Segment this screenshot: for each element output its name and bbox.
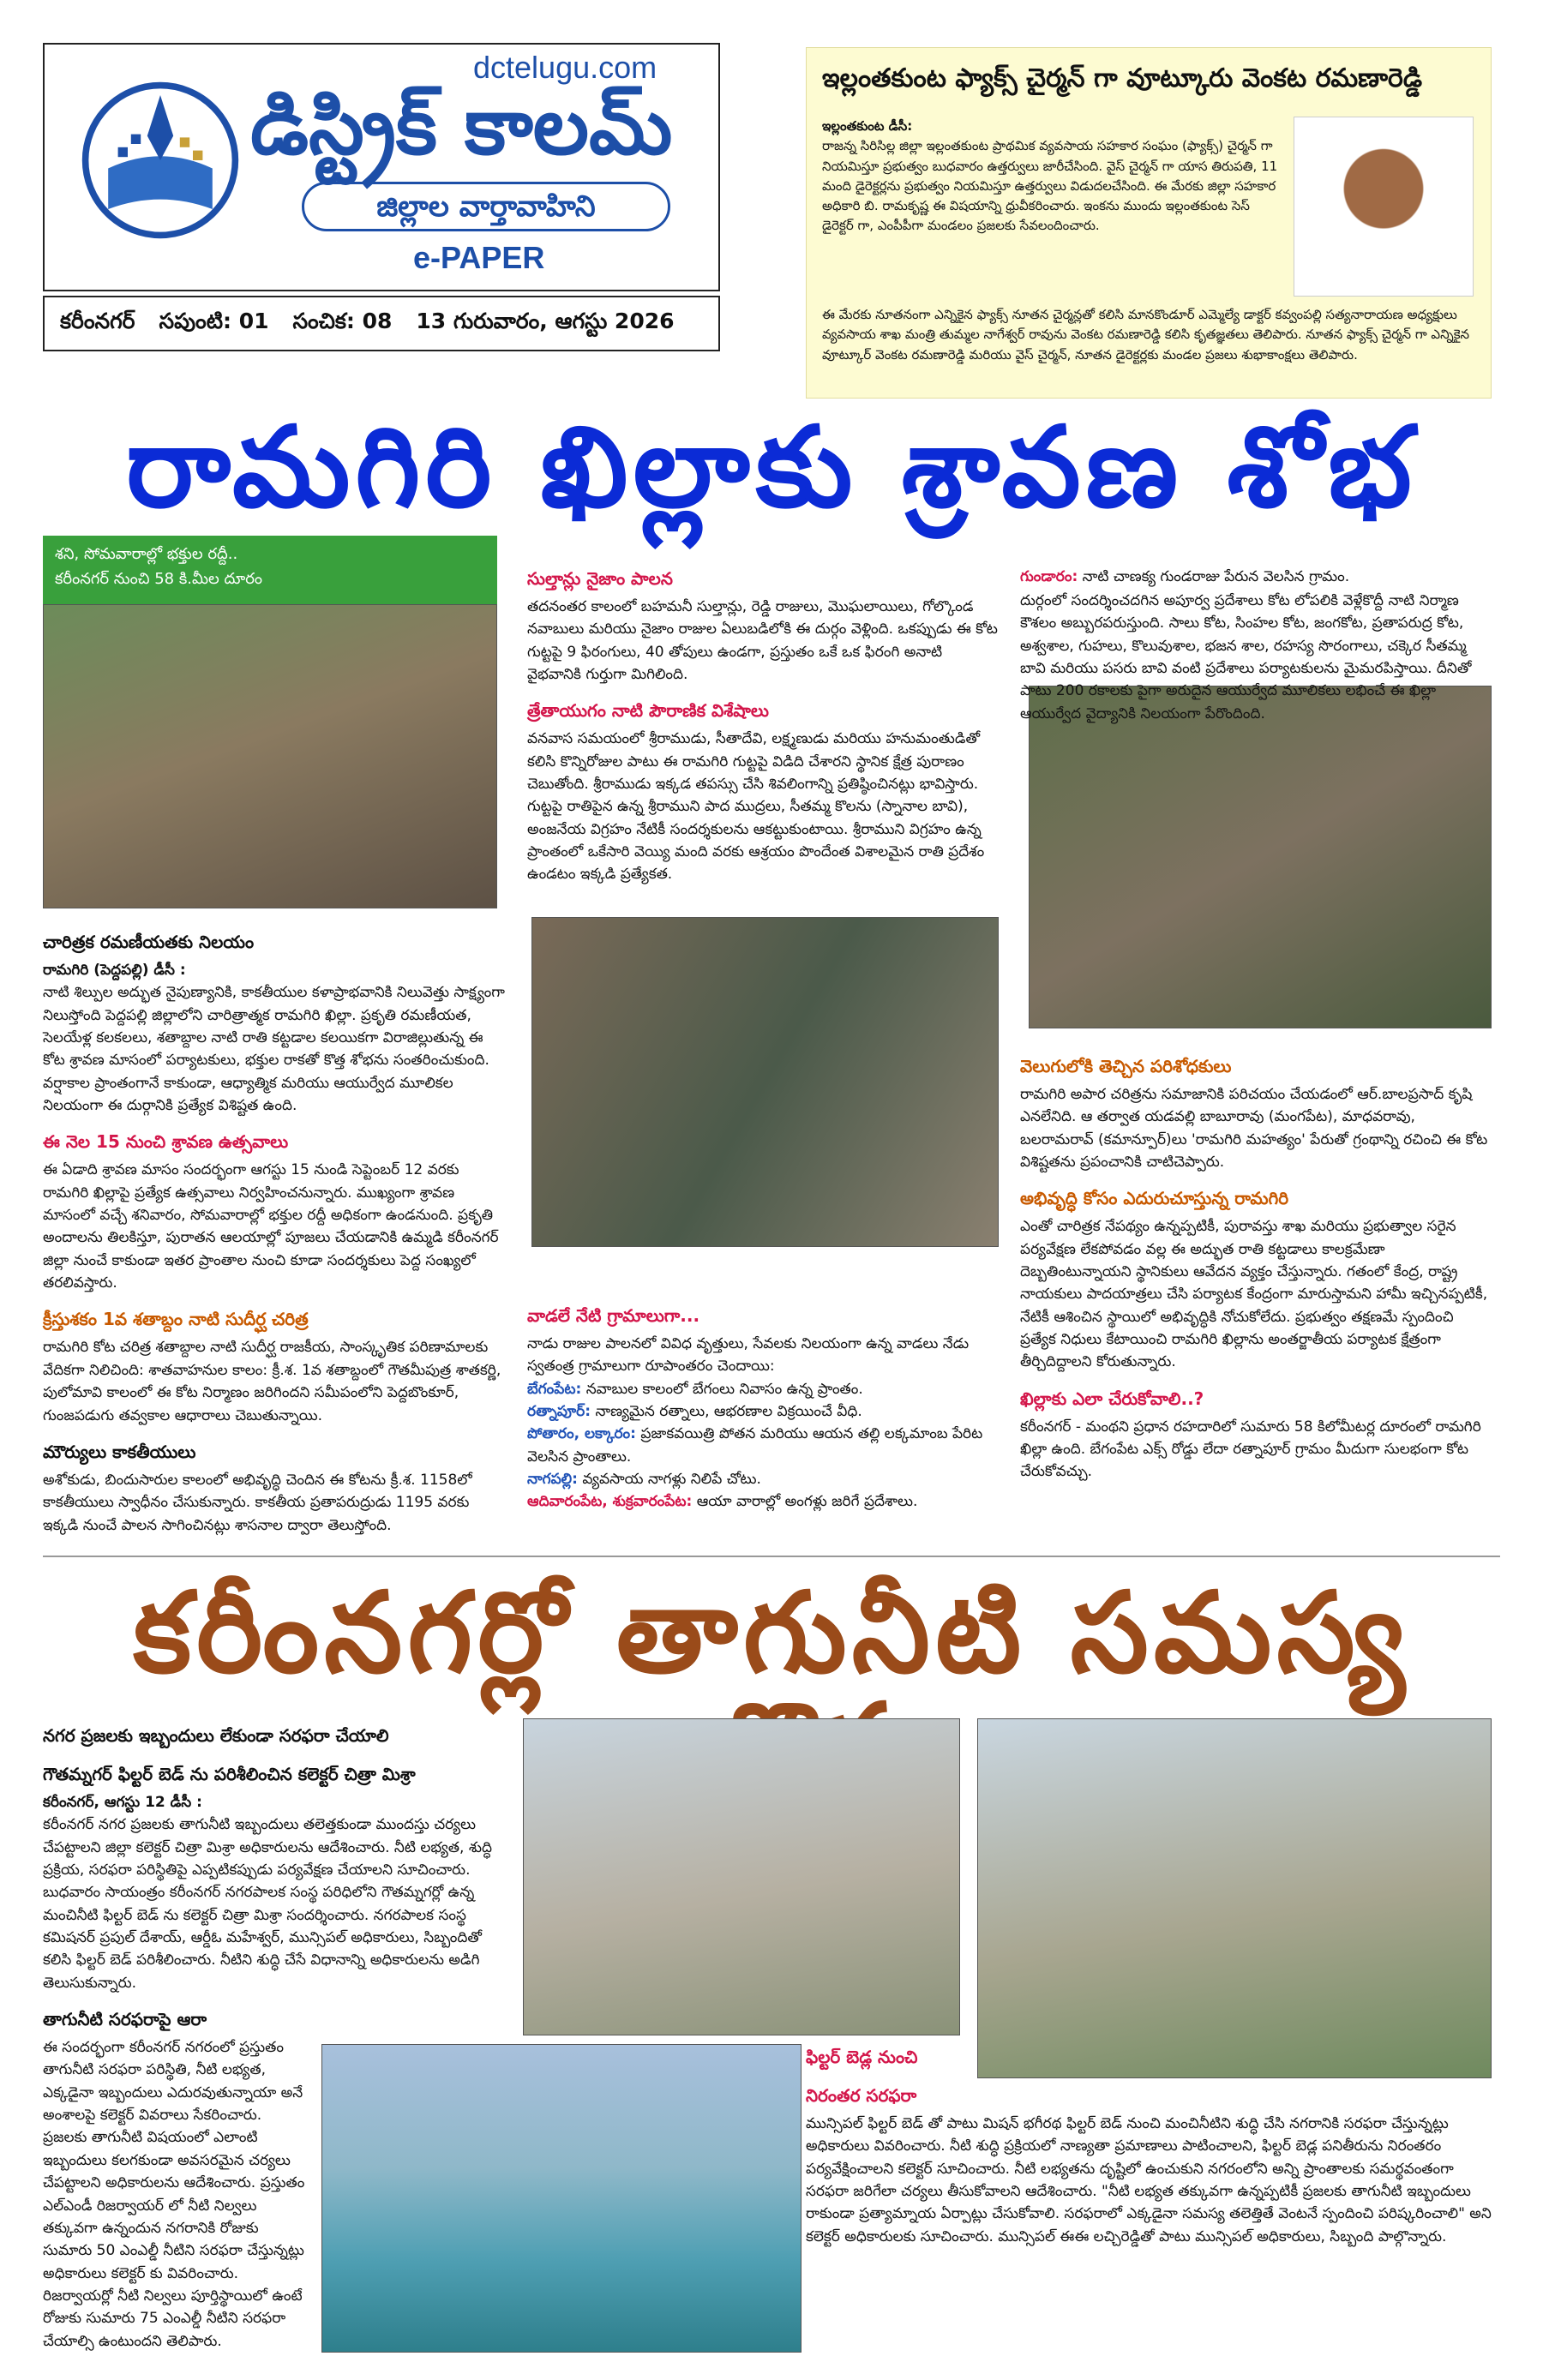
paragraph: నాటి శిల్పుల అద్భుత నైపుణ్యానికి, కాకతీయుల కళాప్రాభవానికి నిలువెత్తు సాక్ష్యంగా నిలుస్తోంది పెద్దపల్లి జిల్లాలోని చారిత్రాత్మక రామగిరి ఖిల్లా. ప్రకృతి రమణీయత, సెలయేళ్ల కలకలలు, శతాబ్దాల నాటి రాతి కట్టడాల కలయికగా విరాజిల్లుతున్న ఈ కోట శ్రావణ మాసంలో పర్యాటకులు, భక్తుల రాకతో కొత్త శోభను సంతరించుకుంది. వర్షాకాల ప్రాంతంగానే కాకుండా, ఆధ్యాత్మిక మరియు ఆయుర్వేద మూలికల నిలయంగా ఈ దుర్గానికి ప్రత్యేక విశిష్టత ఉంది.	[43, 984, 505, 1115]
paragraph: రామగిరి అపార చరిత్రను సమాజానికి పరిచయం చేయడంలో ఆర్.బాలప్రసాద్ కృషి ఎనలేనిది. ఆ తర్వాత యడవల్లి బాబూరావు (మంగపేట), మాధవరావు, బలరామరావ్ (కమాన్పూర్)లు 'రామగిరి మహత్యం' పేరుతో గ్రంథాన్ని రచించి ఈ కోట విశిష్టతను ప్రపంచానికి చాటిచెప్పారు.	[1020, 1086, 1488, 1172]
side-story-box	[806, 47, 1492, 399]
cannon-photo	[531, 917, 999, 1247]
village-desc: ఆయా వారాల్లో అంగళ్లు జరిగే ప్రదేశాలు.	[696, 1493, 918, 1511]
paragraph: మున్సిపల్ ఫిల్టర్ బెడ్ తో పాటు మిషన్ భగీరథ ఫిల్టర్ బెడ్ నుంచి మంచినీటిని శుద్ధి చేసి నగరానికి సరఫరా చేస్తున్నట్లు అధికారులు వివరించారు. నీటి శుద్ధి ప్రక్రియలో నాణ్యతా ప్రమాణాలు పాటించాలని, ఫిల్టర్ బెడ్ల పనితీరును నిరంతరం పర్యవేక్షించాలని కలెక్టర్ సూచించారు. నీటి లభ్యతను దృష్టిలో ఉంచుకుని నగరంలోని అన్ని ప్రాంతాలకు సమర్థవంతంగా సరఫరా జరిగేలా చర్యలు తీసుకోవాలని ఆదేశించారు. "నీటి లభ్యత తక్కువగా ఉన్నప్పటికీ ప్రజలకు తాగునీటి ఇబ్బందులు రాకుండా ప్రత్యామ్నాయ ఏర్పాట్లు చేసుకోవాలి. సరఫరాలో ఎక్కడైనా సమస్య తలెత్తితే వెంటనే స్పందించి పరిష్కరించాలి" అని కలెక్టర్ అధికారులకు సూచించారు. మున్సిపల్ ఈఈ లచ్చిరెడ్డితో పాటు మున్సిపల్ అధికారులు, సిబ్బంది పాల్గొన్నారు.	[806, 2115, 1492, 2245]
collector-inspection-photo-2	[977, 1718, 1492, 2078]
second-headline: కరీంనగర్లో తాగునీటి సమస్య	[133, 1568, 1410, 1698]
subheading: ఖిల్లాకు ఎలా చేరుకోవాలి..?	[1020, 1388, 1204, 1409]
story1-column-3-top	[1020, 566, 1492, 588]
story1-column-1	[43, 917, 506, 1537]
village-desc: నవాబుల కాలంలో బేగంలు నివాసం ఉన్న ప్రాంతం.	[585, 1380, 863, 1398]
paragraph: వనవాస సమయంలో శ్రీరాముడు, సీతాదేవి, లక్ష్మణుడు మరియు హనుమంతుడితో కలిసి కొన్నిరోజుల పాటు ఈ రామగిరి గుట్టపై విడిది చేశారని స్థానిక క్షేత్ర పురాణం చెబుతోంది. శ్రీరాముడు ఇక్కడ తపస్సు చేసి శివలింగాన్ని ప్రతిష్ఠించినట్లు భావిస్తారు. గుట్టపై రాతిపైన ఉన్న శ్రీరాముని పాద ముద్రలు, సీతమ్మ కొలను (స్నానాల బావి), అంజనేయ విగ్రహం నేటికీ సందర్శకులను ఆకట్టుకుంటాయి. శ్రీరాముని విగ్రహం ఉన్న ప్రాంతంలో ఒకేసారి వెయ్యి మంది వరకు ఆశ్రయం పొందేంత విశాలమైన రాతి ప్రదేశం ఉండటం ఇక్కడి ప్రత్యేకత.	[527, 730, 985, 884]
story1-column-3-intro	[1020, 590, 1492, 722]
village-desc: వ్యవసాయ నాగళ్లు నిలిపే చోటు.	[582, 1471, 761, 1489]
subheading: మౌర్యులు కాకతీయులు	[43, 1441, 196, 1462]
village-name: నాగపల్లి:	[527, 1471, 578, 1489]
edition-place: కరీంనగర్	[60, 308, 135, 333]
subheading: ఫిల్టర్ బెడ్ల నుంచి	[806, 2047, 918, 2067]
edition-volume: సపుంటి: 01	[159, 308, 269, 333]
side-story-text-2: ఈ మేరకు నూతనంగా ఎన్నికైన ఫ్యాక్స్ నూతన చైర్మన్లతో కలిసి మానకొండూర్ ఎమ్మెల్యే డాక్టర్ కవ్వంపల్లి సత్యనారాయణ అధ్యక్షులు వ్యవసాయ శాఖ మంత్రి తుమ్మల నాగేశ్వర్ రావును వెంకట రమణారెడ్డి కలిసి కృతజ్ఞతలు తెలిపారు. నూతన ఫ్యాక్స్ చైర్మన్ గా ఎన్నికైన వూట్కూర్ వెంకట రమణారెడ్డి మరియు వైస్ చైర్మన్, నూతన డైరెక్టర్లకు మండల ప్రజలు శుభాకాంక్షలు తెలిపారు.	[822, 307, 1470, 363]
section-divider	[43, 1556, 1500, 1557]
edition-info-bar	[43, 296, 720, 351]
subheading: చారిత్రక రమణీయతకు నిలయం	[43, 932, 255, 952]
collector-inspection-photo-1	[523, 1718, 960, 2035]
subheading: అభివృద్ధి కోసం ఎదురుచూస్తున్న రామగిరి	[1020, 1188, 1289, 1209]
subheading: గౌతమ్నగర్ ఫిల్టర్ బెడ్ ను పరిశీలించిన కలెక్టర్ చిత్రా మిశ్రా	[43, 1764, 416, 1784]
subheading: త్రేతాయుగం నాటి పౌరాణిక విశేషాలు	[527, 700, 769, 722]
edition-issue: సంచిక: 08	[292, 308, 393, 333]
paragraph: తదనంతర కాలంలో బహమనీ సుల్తాన్లు, రెడ్డి రాజులు, మొఘలాయిలు, గోల్కొండ నవాబులు మరియు నైజాం రాజుల ఏలుబడిలోకి ఈ దుర్గం వెళ్లింది. ఒకప్పుడు ఈ కోట గుట్టపై 9 ఫిరంగులు, 40 తోపులు ఉండగా, ప్రస్తుతం ఒకే ఒక ఫిరంగి అనాటి వైభవానికి గుర్తుగా మిగిలింది.	[527, 598, 998, 684]
main-headline: రామగిరి ఖిల్లాకు శ్రావణ శోభ	[126, 402, 1417, 532]
village-name: గుండారం:	[1020, 568, 1078, 585]
village-name: ఆదివారంపేట, శుక్రవారంపేట:	[527, 1493, 693, 1511]
village-name: పోతారం, లక్కారం:	[527, 1425, 636, 1443]
newspaper-logo-icon	[79, 79, 242, 242]
village-desc: ప్రజాకవయిత్రి పోతన మరియు ఆయన తల్లి లక్కమాంబ పేరిట వెలసిన ప్రాంతాలు.	[527, 1425, 983, 1466]
story2-column-3	[806, 2044, 1492, 2248]
edition-date: 13 గురువారం, ఆగస్టు 2026	[416, 308, 675, 333]
fort-archway-photo	[1029, 686, 1492, 1028]
kicker: నగర ప్రజలకు ఇబ్బందులు లేకుండా సరఫరా చేయాలి	[43, 1725, 389, 1746]
brand-tagline: జిల్లాల వార్తావాహిని	[302, 182, 670, 231]
story1-column-3-bottom	[1020, 1041, 1492, 1484]
subheading: సుల్తాన్లు నైజాం పాలన	[527, 568, 673, 589]
epaper-label: e-PAPER	[413, 240, 545, 275]
subheading: తాగునీటి సరఫరాపై ఆరా	[43, 2009, 207, 2030]
paragraph: ఈ ఏడాది శ్రావణ మాసం సందర్భంగా ఆగస్టు 15 నుండి సెప్టెంబర్ 12 వరకు రామగిరి ఖిల్లాపై ప్రత్యేక ఉత్సవాలు నిర్వహించనున్నారు. ముఖ్యంగా శ్రావణ మాసంలో వచ్చే శనివారం, సోమవారాల్లో భక్తుల రద్దీ అధికంగా ఉండనుంది. ప్రకృతి అందాలను తిలకిస్తూ, పురాతన ఆలయాల్లో పూజలు చేయడానికి ఉమ్మడి కరీంనగర్ జిల్లా నుంచే కాకుండా ఇతర ప్రాంతాల నుంచి కూడా సందర్శకులు పెద్ద సంఖ్యలో తరలివస్తారు.	[43, 1161, 499, 1292]
side-story-title: ఇల్లంతకుంట ఫ్యాక్స్ చైర్మన్ గా వూట్కూరు వెంకట రమణారెడ్డి	[822, 63, 1423, 93]
paragraph: ఈ సందర్భంగా కరీంనగర్ నగరంలో ప్రస్తుతం తాగునీటి సరఫరా పరిస్థితి, నీటి లభ్యత, ఎక్కడైనా ఇబ్బందులు ఎదురవుతున్నాయా అనే అంశాలపై కలెక్టర్ వివరాలు సేకరించారు. ప్రజలకు తాగునీటి విషయంలో ఎలాంటి ఇబ్బందులు కలగకుండా అవసరమైన చర్యలు చేపట్టాలని అధికారులను ఆదేశించారు. ప్రస్తుతం ఎల్ఎండీ రిజర్వాయర్ లో నీటి నిల్వలు తక్కువగా ఉన్నందున నగరానికి రోజుకు సుమారు 50 ఎంఎల్డీ నీటిని సరఫరా చేస్తున్నట్లు అధికారులు కలెక్టర్ కు వివరించారు. రిజర్వాయర్లో నీటి నిల్వలు పూర్తిస్థాయిలో ఉంటే రోజుకు సుమారు 75 ఎంఎల్డీ నీటిని సరఫరా చేయాల్సి ఉంటుందని తెలిపారు.	[43, 2039, 305, 2350]
paragraph: నాటి చాణక్య గుండరాజు పేరున వెలసిన గ్రామం.	[1082, 568, 1350, 585]
fort-tower-photo	[43, 604, 497, 908]
paragraph: రామగిరి కోట చరిత్ర శతాబ్దాల నాటి సుదీర్ఘ రాజకీయ, సాంస్కృతిక పరిణామాలకు వేదికగా నిలిచింది: శాతవాహనుల కాలం: క్రీ.శ. 1వ శతాబ్దంలో గౌతమీపుత్ర శాతకర్ణి, పులోమావి కాలంలో ఈ కోట నిర్మాణం జరిగిందని సమీపంలోని పెద్దబొంకూర్, గుంజపడుగు తవ్వకాల ఆధారాలు చెబుతున్నాయి.	[43, 1339, 501, 1424]
dateline: రామగిరి (పెద్దపల్లి) డీసీ :	[43, 962, 186, 979]
dateline: కరీంనగర్, ఆగస్టు 12 డీసీ :	[43, 1794, 202, 1811]
story-highlight-box	[43, 536, 497, 604]
paragraph: అశోకుడు, బిందుసారుల కాలంలో అభివృద్ధి చెందిన ఈ కోటను క్రీ.శ. 1158లో కాకతీయులు స్వాధీనం చేసుకున్నారు. కాకతీయ ప్రతాపరుద్రుడు 1195 వరకు ఇక్కడి నుంచే పాలన సాగించినట్లు శాసనాల ద్వారా తెలుస్తోంది.	[43, 1471, 472, 1534]
story1-column-2-top	[527, 566, 999, 886]
paragraph: కరీంనగర్ - మంథని ప్రధాన రహదారిలో సుమారు 58 కిలోమీటర్ల దూరంలో రామగిరి ఖిల్లా ఉంది. బేగంపేట ఎక్స్ రోడ్డు లేదా రత్నాపూర్ గ్రామం మీదుగా సులభంగా కోట చేరుకోవచ్చు.	[1020, 1418, 1481, 1481]
subheading: వెలుగులోకి తెచ్చిన పరిశోధకులు	[1020, 1056, 1232, 1076]
paragraph: నాడు రాజుల పాలనలో వివిధ వృత్తులు, సేవలకు నిలయంగా ఉన్న వాడలు నేడు స్వతంత్ర గ్రామాలుగా రూపాంతరం చెందాయి:	[527, 1335, 970, 1376]
subheading: వాడలే నేటి గ్రామాలుగా...	[527, 1305, 700, 1326]
village-name: రత్నాపూర్:	[527, 1403, 591, 1421]
masthead	[43, 43, 720, 291]
paragraph: కరీంనగర్ నగర ప్రజలకు తాగునీటి ఇబ్బందులు తలెత్తకుండా ముందస్తు చర్యలు చేపట్టాలని జిల్లా కలెక్టర్ చిత్రా మిశ్రా అధికారులను ఆదేశించారు. నీటి లభ్యత, శుద్ధి ప్రక్రియ, సరఫరా పరిస్థితిపై ఎప్పటికప్పుడు పర్యవేక్షణ చేయాలని సూచించారు. బుధవారం సాయంత్రం కరీంనగర్ నగరపాలక సంస్థ పరిధిలోని గౌతమ్నగర్లో ఉన్న మంచినీటి ఫిల్టర్ బెడ్ ను కలెక్టర్ చిత్రా మిశ్రా సందర్శించారు. నగరపాలక సంస్థ కమిషనర్ ప్రపుల్ దేశాయ్, ఆర్డీఓ మహేశ్వర్, మున్సిపల్ అధికారులు, సిబ్బందితో కలిసి ఫిల్టర్ బెడ్ పరిశీలించారు. నీటిని శుద్ధి చేసే విధానాన్ని అధికారులను అడిగి తెలుసుకున్నారు.	[43, 1816, 493, 1992]
side-story-text-1: రాజన్న సిరిసిల్ల జిల్లా ఇల్లంతకుంట ప్రాథమిక వ్యవసాయ సహకార సంఘం (ఫ్యాక్స్) చైర్మన్ గా నియమిస్తూ ప్రభుత్వం బుధవారం ఉత్తర్వులు జారీచేసింది. వైస్ చైర్మన్ గా యాస తిరుపతి, 11 మంది డైరెక్టర్లను ప్రభుత్వం నియమిస్తూ ఉత్తర్వులు విడుదలచేసింది. ఈ మేరకు జిల్లా సహకార అధికారి బి. రామకృష్ణ ఈ విషయాన్ని ధ్రువీకరించారు. ఇంకను ముందు ఇల్లంతకుంట సెస్ డైరెక్టర్ గా, ఎంపీపీగా మండలం ప్రజలకు సేవలందించారు.	[822, 138, 1278, 234]
subheading: నిరంతర సరఫరా	[806, 2085, 917, 2106]
side-story-body	[822, 117, 1285, 237]
brand-title: డిస్ట్రిక్ కాలమ్	[250, 81, 673, 172]
paragraph: దుర్గంలో సందర్శించదగిన అపూర్వ ప్రదేశాలు కోట లోపలికి వెళ్లేకొద్దీ నాటి నిర్మాణ కౌశలం అబ్బురపరుస్తుంది. సాలు కోట, సింహల కోట, జంగకోట, ప్రతాపరుద్ర కోట, అశ్వశాల, గుహలు, కొలువుశాల, భజన శాల, రహస్య సొరంగాలు, చక్కెర సీతమ్మ బావి మరియు పసరు బావి వంటి ప్రదేశాలు పర్యాటకులను మైమరపిస్తాయి. దీనితో పాటు 200 రకాలకు పైగా అరుదైన ఆయుర్వేద మూలికలు లభించే ఈ ఖిల్లా ఆయుర్వేద వైద్యానికి నిలయంగా పేరొందింది.	[1020, 592, 1472, 722]
paragraph: ఎంతో చారిత్రక నేపథ్యం ఉన్నప్పటికీ, పురావస్తు శాఖ మరియు ప్రభుత్వాల సరైన పర్యవేక్షణ లేకపోవడం వల్ల ఈ అద్భుత రాతి కట్టడాలు కాలక్రమేణా దెబ్బతింటున్నాయని స్థానికులు ఆవేదన వ్యక్తం చేస్తున్నారు. గతంలో కేంద్ర, రాష్ట్ర నాయకులు పాదయాత్రలు చేసి పర్యాటక కేంద్రంగా మారుస్తామని హామీ ఇచ్చినప్పటికీ, నేటికీ ఆశించిన స్థాయిలో అభివృద్ధికి నోచుకోలేదు. ప్రభుత్వం తక్షణమే స్పందించి ప్రత్యేక నిధులు కేటాయించి రామగిరి ఖిల్లాను అంతర్జాతీయ పర్యాటక క్షేత్రంగా తీర్చిదిద్దాలని కోరుతున్నారు.	[1020, 1218, 1488, 1371]
person-photo	[1294, 117, 1474, 297]
story1-column-2-bottom	[527, 1303, 999, 1514]
subheading: ఈ నెల 15 నుంచి శ్రావణ ఉత్సవాలు	[43, 1131, 289, 1153]
subheading: క్రీస్తుశకం 1వ శతాబ్దం నాటి సుదీర్ఘ చరిత్ర	[43, 1309, 309, 1330]
highlight-line-1: శని, సోమవారాల్లో భక్తుల రద్దీ..	[55, 545, 238, 563]
site-url[interactable]: dctelugu.com	[473, 50, 657, 85]
filter-bed-photo	[321, 2044, 802, 2353]
village-name: బేగంపేట:	[527, 1380, 582, 1398]
highlight-line-2: కరీంనగర్ నుంచి 58 కి.మీల దూరం	[55, 569, 263, 588]
village-desc: నాణ్యమైన రత్నాలు, ఆభరణాల విక్రయించే వీధి.	[595, 1403, 862, 1421]
side-story-dateline: ఇల్లంతకుంట డీసీ:	[822, 118, 913, 134]
